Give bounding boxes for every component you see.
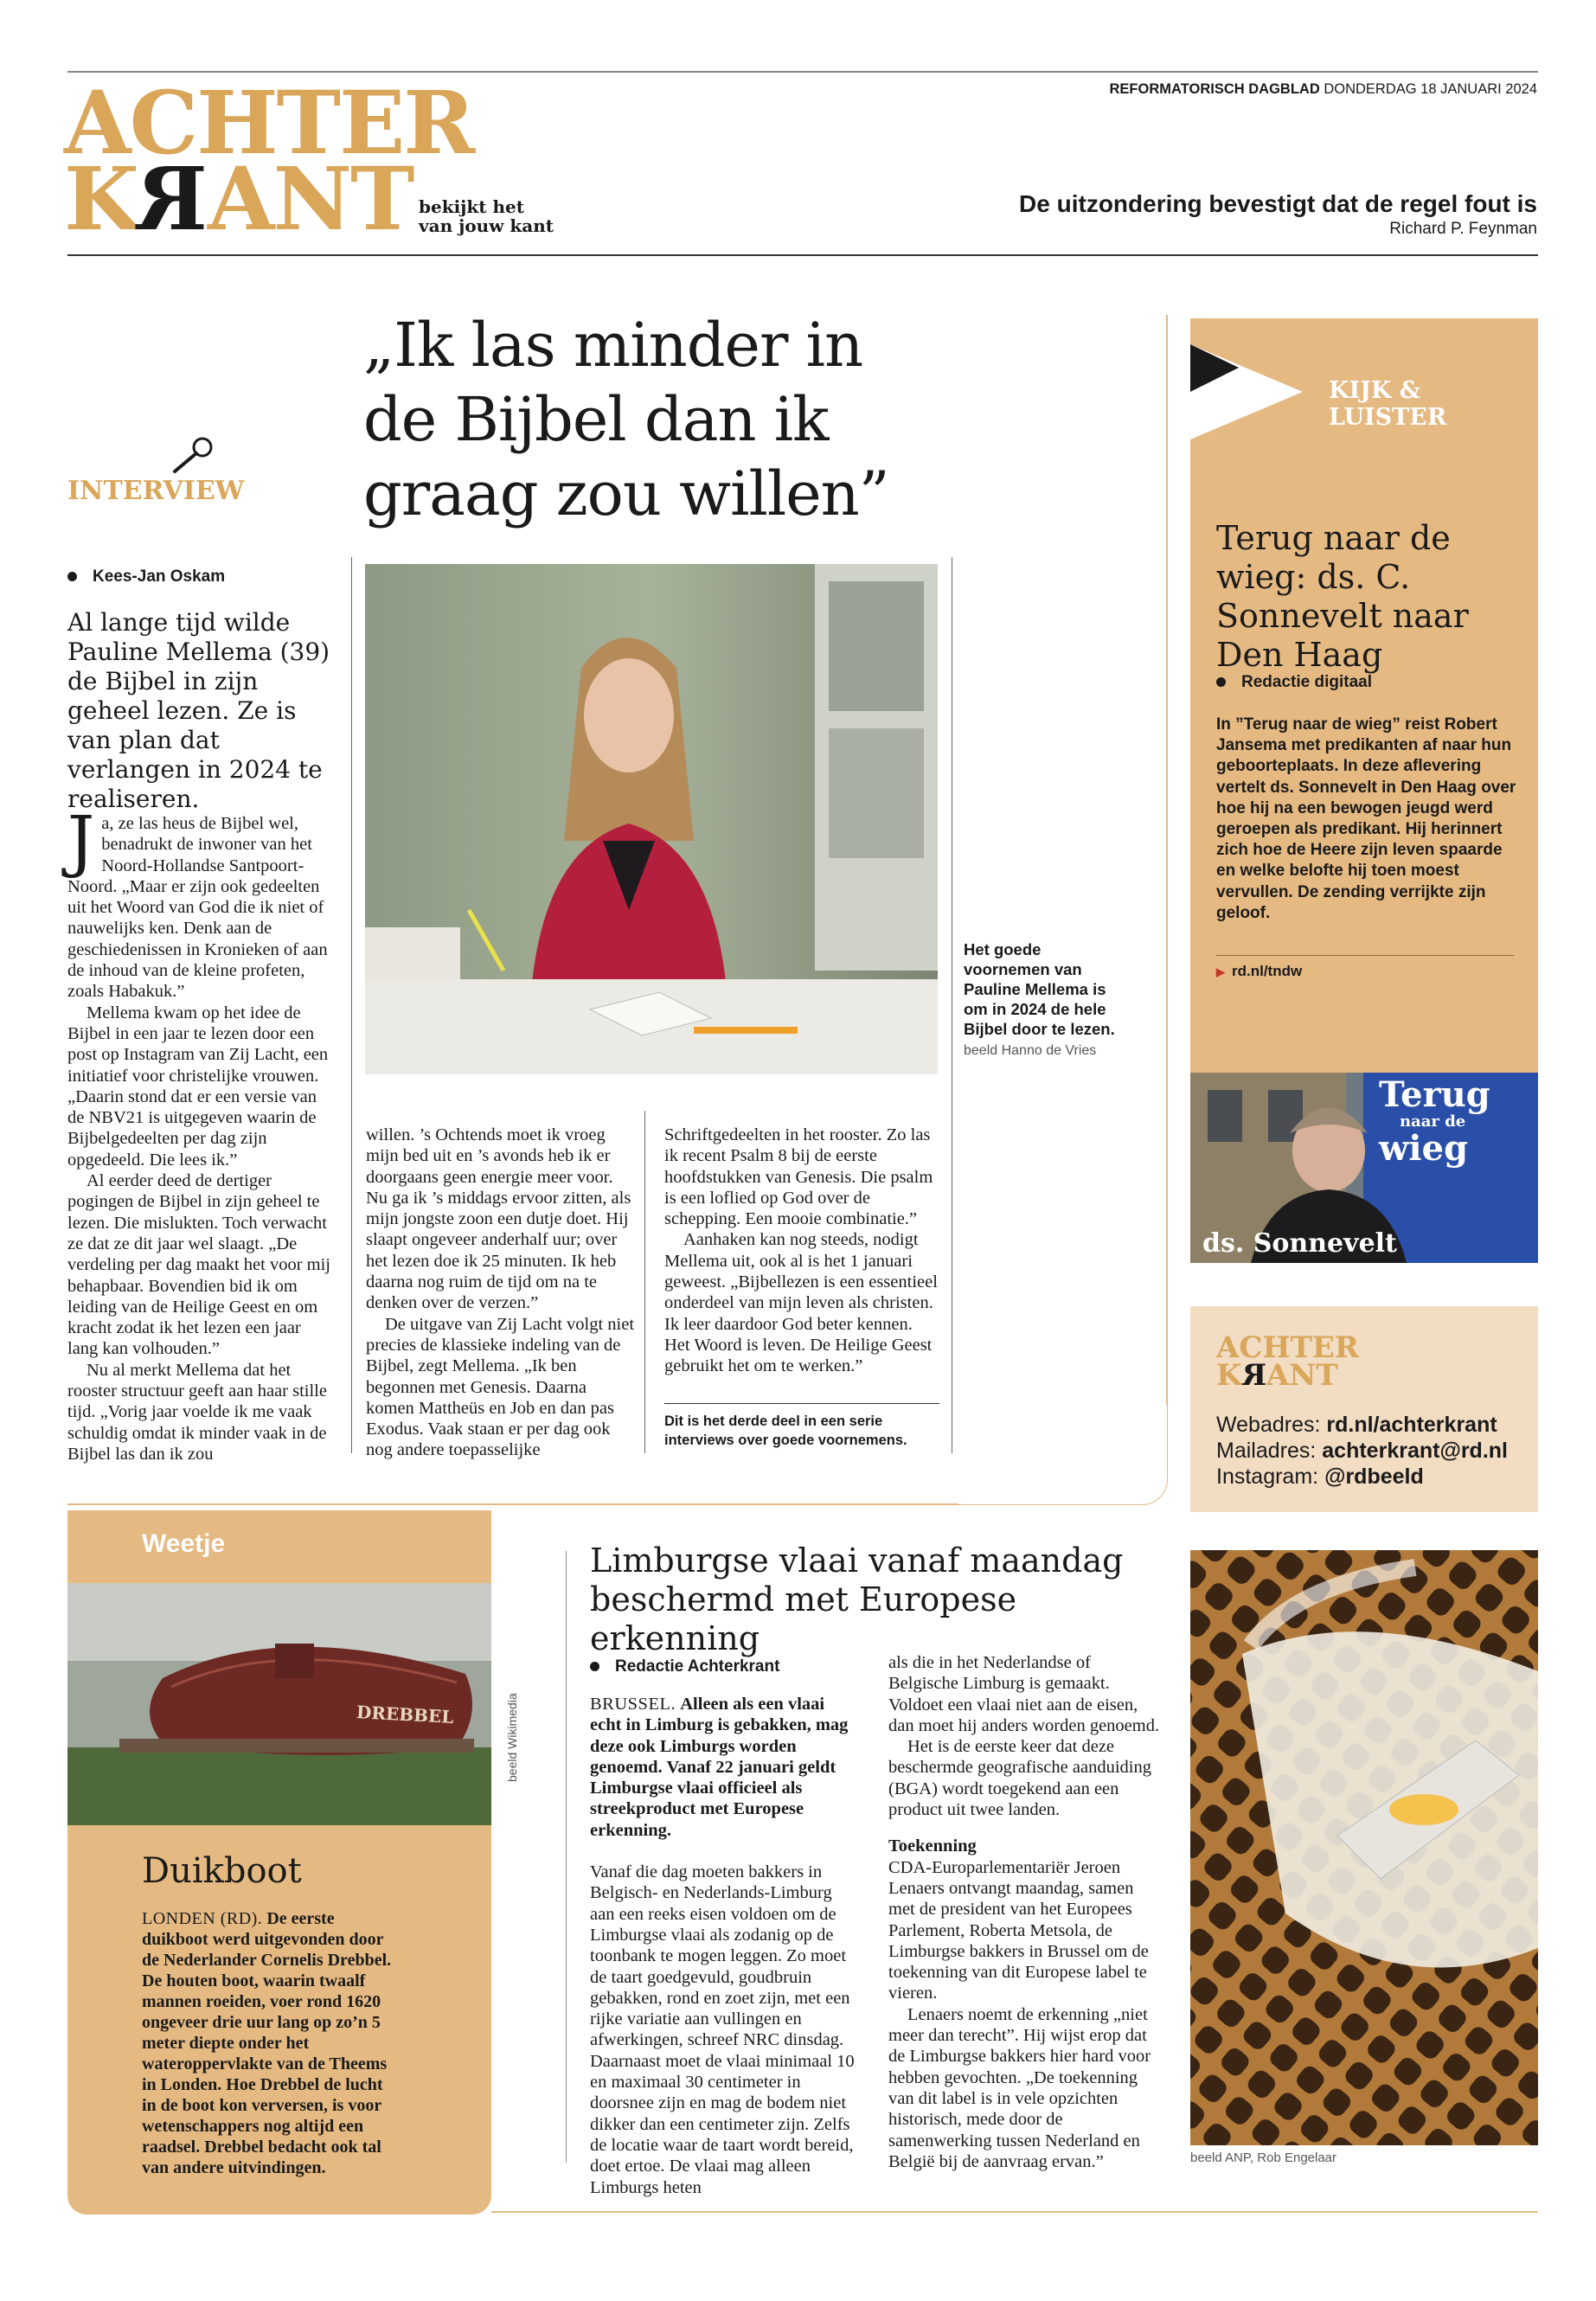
weetje-credit: beeld Wikimedia xyxy=(505,1693,519,1782)
achterkrant-contacts: Webadres: rd.nl/achterkrant Mailadres: achterkrant@rd.nl Instagram: @rdbeeld xyxy=(1216,1413,1508,1489)
interview-lead: Al lange tijd wilde Pauline Mellema (39) de Bijbel in zijn geheel lezen. Ze is van plan dat verlangen in 2024 te realiseren. xyxy=(67,608,330,813)
column-rule-1 xyxy=(351,557,352,1453)
interview-frame xyxy=(952,1401,1168,1505)
kijk-label: KIJK & LUISTER xyxy=(1329,377,1447,431)
kijk-link[interactable]: ▶ rd.nl/tndw xyxy=(1216,963,1303,979)
interview-photo xyxy=(365,564,938,1074)
achterkrant-box-logo: ACHTER KRANT xyxy=(1216,1330,1360,1393)
thumbnail-title: Terug naar de wieg xyxy=(1379,1074,1490,1169)
series-note: Dit is het derde deel in een serie interviews over goede voornemens. xyxy=(664,1413,907,1448)
byline-dot-icon xyxy=(1216,677,1226,687)
vlaai-subhead: Toekenning xyxy=(888,1836,977,1856)
masthead-quote: De uitzondering bevestigt dat de regel fout is xyxy=(1019,190,1537,217)
masthead-rule xyxy=(67,254,1538,256)
boat-name: DREBBEL xyxy=(356,1702,454,1727)
masthead-quote-author: Richard P. Feynman xyxy=(1389,220,1537,238)
kijk-rule xyxy=(1216,955,1514,956)
microphone-icon xyxy=(170,435,215,475)
vlaai-headline: Limburgse vlaai vanaf maandag beschermd met Europese erkenning xyxy=(590,1541,1124,1657)
vlaai-rule-left xyxy=(566,1551,567,2163)
logo-line-1: ACHTER xyxy=(64,72,474,174)
section-label: INTERVIEW xyxy=(67,476,245,506)
weetje-body: LONDEN (RD). De eerste duikboot werd uitgevonden door de Nederlander Cornelis Drebbel. De houten boot, waarin twaalf mannen roeiden, voer rond 1620 ongeveer drie uur lang op zo’n 5 meter diepte onder het wateroppervlakte van de Theems in Londen. Hoe Drebbel de lucht in de boot kon verversen, is voor wetenschappers nog altijd een raadsel. Drebbel bedacht ook tal van andere uitvindingen. xyxy=(142,1909,392,2177)
kijk-body: In ”Terug naar de wieg” reist Robert Jansema met predikanten af naar hun geboorteplaats. In deze aflevering vertelt ds. Sonnevelt in Den Haag over hoe hij na een bewogen jeugd werd geroepen als predikant. Hij herinnert zich hoe de Heere zijn leven spaarde en welke belofte hij toen moest vervullen. De zending verrijkte zijn geloof. xyxy=(1216,715,1516,922)
interview-byline: Kees-Jan Oskam xyxy=(67,567,225,586)
vlaai-credit: beeld ANP, Rob Engelaar xyxy=(1190,2150,1337,2165)
issue-date: REFORMATORISCH DAGBLAD DONDERDAG 18 JANUARI 2024 xyxy=(1109,81,1537,97)
weetje-photo xyxy=(67,1583,491,1825)
logo-line-2: KRANT xyxy=(64,148,413,250)
vlaai-photo xyxy=(1190,1550,1538,2145)
interview-col-2: willen. ’s Ochtends moet ik vroeg mijn bed uit en ’s avonds heb ik er doorgaans geen energie meer voor. Nu ga ik ’s middags ervoor zitten, als mijn jongste zoon een dutje doet. Hij slaapt ongeveer anderhalf uur; over het lezen doe ik 25 minuten. Ik heb daarna nog ruim de tijd om na te denken over de verzen.” De uitgave van Zij Lacht volgt niet precies de klassieke indeling van de Bijbel, zegt Mellema. „Ik ben begonnen met Genesis. Daarna komen Mattheüs en Job en dan pas Exodus. Vaak staan er per dag ook nog andere toepasselijke xyxy=(366,1125,635,1460)
masthead-tagline: bekijkt het van jouw kant xyxy=(419,196,554,236)
web-link[interactable]: rd.nl/achterkrant xyxy=(1326,1413,1497,1437)
arrow-right-icon: ▶ xyxy=(1216,965,1225,978)
kijk-headline: Terug naar de wieg: ds. C. Sonnevelt naar Den Haag xyxy=(1216,519,1469,674)
masthead-logo xyxy=(64,72,474,250)
interview-headline: „Ik las minder in de Bijbel dan ik graag zou willen” xyxy=(363,310,889,529)
weetje-label: Weetje xyxy=(142,1529,226,1558)
bottom-rule xyxy=(491,2211,1538,2213)
mail-link[interactable]: achterkrant@rd.nl xyxy=(1322,1439,1508,1463)
series-note-rule xyxy=(664,1403,939,1404)
byline-dot-icon xyxy=(67,572,77,581)
weetje-headline: Duikboot xyxy=(142,1851,302,1891)
photo-caption: Het goede voornemen van Pauline Mellema is om in 2024 de hele Bijbel door te lezen. beeld Hanno de Vries xyxy=(964,940,1115,1058)
column-rule-2 xyxy=(644,1111,645,1453)
interview-frame-bottom xyxy=(67,1503,958,1505)
interview-col-1: J a, ze las heus de Bijbel wel, benadrukt de inwoner van het Noord-Hollandse Santpoort-Noord. „Maar er zijn ook gedeelten uit het Woord van God die ik niet of nauwelijks ken. Denk aan de geschiedenissen in Kronieken of aan de inhoud van de kleine profeten, zoals Habakuk.” Mellema kwam op het idee de Bijbel in een jaar te lezen door een post op Instagram van Zij Lacht, een initiatief voor christelijke vrouwen. „Daarin stond dat er een versie van de NBV21 is uitgegeven waarin de Bijbelgedeelten per dag zijn opgedeeld. Die lees ik.” Al eerder deed de dertiger pogingen de Bijbel in zijn geheel te lezen. Die mislukten. Toch verwacht ze dat ze dit jaar wel slaagt. „De verdeling per dag maakt het voor mij behapbaar. Bovendien bid ik om leiding van de Heilige Geest en om kracht zodat ik het lezen een jaar lang kan volhouden.” Nu al merkt Mellema dat het rooster structuur geeft aan haar stille tijd. „Vorig jaar voelde ik me vaak schuldig omdat ik minder vaak in de Bijbel las dan ik zou xyxy=(67,803,330,1464)
instagram-link[interactable]: @rdbeeld xyxy=(1324,1465,1424,1489)
drop-cap: J xyxy=(67,803,95,881)
byline-dot-icon xyxy=(590,1662,599,1671)
play-triangle-icon xyxy=(1190,318,1320,474)
vlaai-col-2: als die in het Nederlandse of Belgische Limburg is gemaakt. Voldoet een vlaai niet aan de eisen, dan moet hij anders worden genoemd. Het is de eerste keer dat deze beschermde geografische aanduiding (BGA) wordt toegekend aan een product uit twee landen. Toekenning CDA-Europarlementariër Jeroen Lenaers ontvangt maandag, samen met de president van het Europees Parlement, Roberta Metsola, de Limburgse bakkers in Brussel om de toekenning van dit Europese label te vieren. Lenaers noemt de erkenning „niet meer dan terecht”. Hij wijst erop dat de Limburgse bakkers hier hard voor hebben gevochten. „De toekenning van dit label is in vele opzichten historisch, mede door de samenwerking tussen Nederland en België bij de aanvraag ervan.” xyxy=(888,1652,1162,2172)
kijk-byline: Redactie digitaal xyxy=(1216,673,1372,692)
thumbnail-name: ds. Sonnevelt xyxy=(1202,1228,1397,1259)
interview-col-3: Schriftgedeelten in het rooster. Zo las ik recent Psalm 8 bij de eerste hoofdstukken van Genesis. Die psalm is een loflied op God over de schepping. Een mooie combinatie.” Aanhaken kan nog steeds, nodigt Mellema uit, ook al is het 1 januari geweest. „Bijbellezen is een essentieel onderdeel van mijn leven als christen. Ik leer daardoor God beter kennen. Het Woord is leven. De Heilige Geest gebruikt het om te werken.” xyxy=(664,1125,938,1376)
vlaai-byline: Redactie Achterkrant xyxy=(590,1657,779,1676)
interview-frame-right xyxy=(1166,315,1168,1405)
vlaai-col-1: BRUSSEL. Alleen als een vlaai echt in Limburg is gebakken, mag deze ook Limburgs worden genoemd. Vanaf 22 januari geldt Limburgse vlaai officieel als streekproduct met Europese erkenning. Vanaf die dag moeten bakkers in Belgisch- en Nederlands-Limburg aan een reeks eisen voldoen om de Limburgse vlaai als zodanig op de toonbank te mogen leggen. Zo moet de taart goedgevuld, goudbruin gebakken, rond en zoet zijn, met een rijke variatie aan vullingen en afwerkingen, schreef NRC dinsdag. Daarnaast moet de vlaai minimaal 10 en maximaal 30 centimeter in doorsnee zijn en mag de bodem niet dikker dan een centimeter zijn. Zelfs de locatie waar de taart wordt bereid, doet ertoe. De vlaai mag alleen Limburgs heten xyxy=(590,1695,855,2197)
